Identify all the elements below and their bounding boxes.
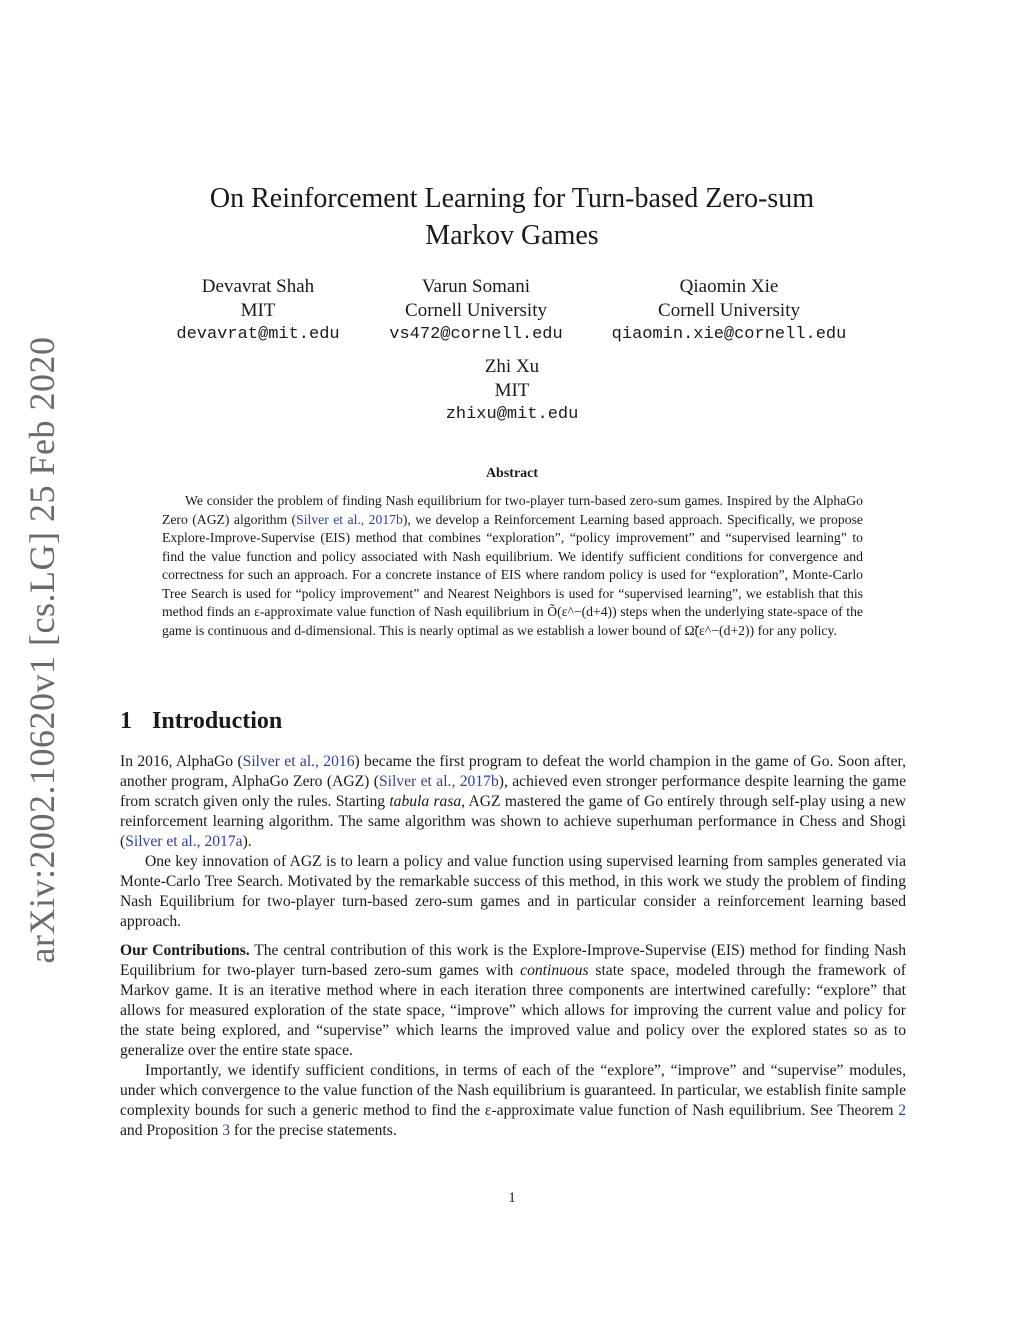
- title-line-2: Markov Games: [425, 220, 599, 251]
- runin-heading: Our Contributions.: [120, 942, 250, 959]
- section-heading: [120, 708, 282, 735]
- arxiv-sidebar-stamp: arXiv:2002.10620v1 [cs.LG] 25 Feb 2020: [22, 336, 62, 964]
- author-email[interactable]: qiaomin.xie@cornell.edu: [611, 325, 847, 344]
- author-name: Devavrat Shah: [201, 276, 315, 297]
- author-name: Zhi Xu: [484, 356, 540, 377]
- citation-link[interactable]: Silver et al., 2016: [242, 753, 355, 770]
- body-span: In 2016, AlphaGo (: [120, 753, 243, 770]
- author-name: Qiaomin Xie: [679, 276, 779, 297]
- abstract-heading: Abstract: [485, 466, 539, 481]
- author-affiliation: Cornell University: [405, 300, 547, 321]
- abstract-body: [162, 492, 863, 640]
- paper-title: [0, 180, 1024, 254]
- body-span: ).: [242, 833, 252, 850]
- author-affiliation: MIT: [240, 300, 276, 321]
- citation-link[interactable]: Silver et al., 2017b: [296, 511, 403, 527]
- body-span: state space, modeled through the framework of Markov game. It is an iterative method where in each iteration three components are intertwined carefully: “explore” that allows for measured exploration of the state space, “improve” which allows for improving the current value and policy for the state being explored, and “supervise” which learns the improved value and policy over the explored states so as to generalize over the entire state space.: [120, 962, 907, 1059]
- body-span: , AGZ mastered the game of Go entirely through self-play using a new reinforcement learning algorithm. The same algorithm was shown to achieve superhuman performance in Chess and Shogi (: [120, 793, 907, 850]
- author-name: Varun Somani: [421, 276, 531, 297]
- emphasis-text: continuous: [520, 962, 589, 979]
- proposition-ref-link[interactable]: 3: [222, 1122, 231, 1139]
- author-block: [382, 355, 642, 427]
- abstract-paragraph: [162, 492, 863, 640]
- body-paragraph: [120, 752, 906, 852]
- body-paragraph: [120, 941, 906, 1061]
- abstract-text: for any policy.: [754, 622, 837, 638]
- body-text: [120, 752, 906, 1141]
- section-number: 1: [120, 708, 132, 734]
- theorem-ref-link[interactable]: 2: [898, 1102, 906, 1119]
- author-email[interactable]: vs472@cornell.edu: [389, 325, 563, 344]
- author-affiliation: MIT: [494, 380, 530, 401]
- section-title: Introduction: [152, 708, 283, 734]
- abstract-text: ), we develop a Reinforcement Learning based approach. Specifically, we propose Explore-Improve-Supervise (EIS) method that combines “exploration”, “policy improvement” and “supervised learning” to find the value function and policy associated with Nash equilibrium. We identify sufficient conditions for convergence and correctness for such an approach. For a concrete instance of EIS where random policy is used for “exploration”, Monte-Carlo Tree Search is used for “policy improvement” and Nearest Neighbors is used for “supervised learning”, we establish that this method finds an ε-approximate value function of Nash equilibrium in: [162, 511, 863, 619]
- math-complexity-lower: Ω̃(ε^−(d+2)): [684, 622, 755, 638]
- body-span: for the precise statements.: [230, 1122, 397, 1139]
- author-email[interactable]: zhixu@mit.edu: [445, 405, 579, 424]
- abstract-text: steps when the underlying state-space of the game is continuous and d-dimensional. This is nearly optimal as we establish a lower bound of: [162, 604, 863, 638]
- author-block: [599, 275, 859, 347]
- abstract-text: We consider the problem of finding Nash equilibrium for two-player turn-based zero-sum games. Inspired by the AlphaGo Zero (AGZ) algorithm (: [162, 493, 863, 527]
- body-paragraph: [120, 1061, 906, 1141]
- body-span: and Proposition: [120, 1122, 223, 1139]
- body-paragraph: One key innovation of AGZ is to learn a policy and value function using supervised learning from samples generated via Monte-Carlo Tree Search. Motivated by the remarkable success of this method, in this work we study the problem of finding Nash Equilibrium for two-player turn-based zero-sum games and in particular consider a reinforcement learning based approach.: [120, 853, 906, 930]
- citation-link[interactable]: Silver et al., 2017a: [125, 833, 243, 850]
- page-number: 1: [508, 1190, 516, 1206]
- author-email[interactable]: devavrat@mit.edu: [176, 325, 340, 344]
- author-affiliation: Cornell University: [658, 300, 800, 321]
- math-complexity-upper: Õ(ε^−(d+4)): [547, 604, 617, 619]
- title-line-1: On Reinforcement Learning for Turn-based Zero-sum: [209, 183, 815, 214]
- body-span: Importantly, we identify sufficient conditions, in terms of each of the “explore”, “improve” and “supervise” modules, under which convergence to the value function of the Nash equilibrium is guaranteed. In particular, we establish finite sample complexity bounds for such a generic method to find the ε-approximate value function of Nash equilibrium. See Theorem: [120, 1062, 906, 1119]
- body-span: The central contribution of this work is the Explore-Improve-Supervise (EIS) method for finding Nash Equilibrium for two-player turn-based zero-sum games with: [120, 942, 906, 979]
- citation-link[interactable]: Silver et al., 2017b: [378, 773, 499, 790]
- body-span: ) became the first program to defeat the world champion in the game of Go. Soon after, another program, AlphaGo Zero (AGZ) (: [120, 753, 907, 790]
- emphasis-text: tabula rasa: [389, 793, 462, 810]
- body-span: ), achieved even stronger performance despite learning the game from scratch given only the rules. Starting: [120, 773, 906, 810]
- author-block: [346, 275, 606, 347]
